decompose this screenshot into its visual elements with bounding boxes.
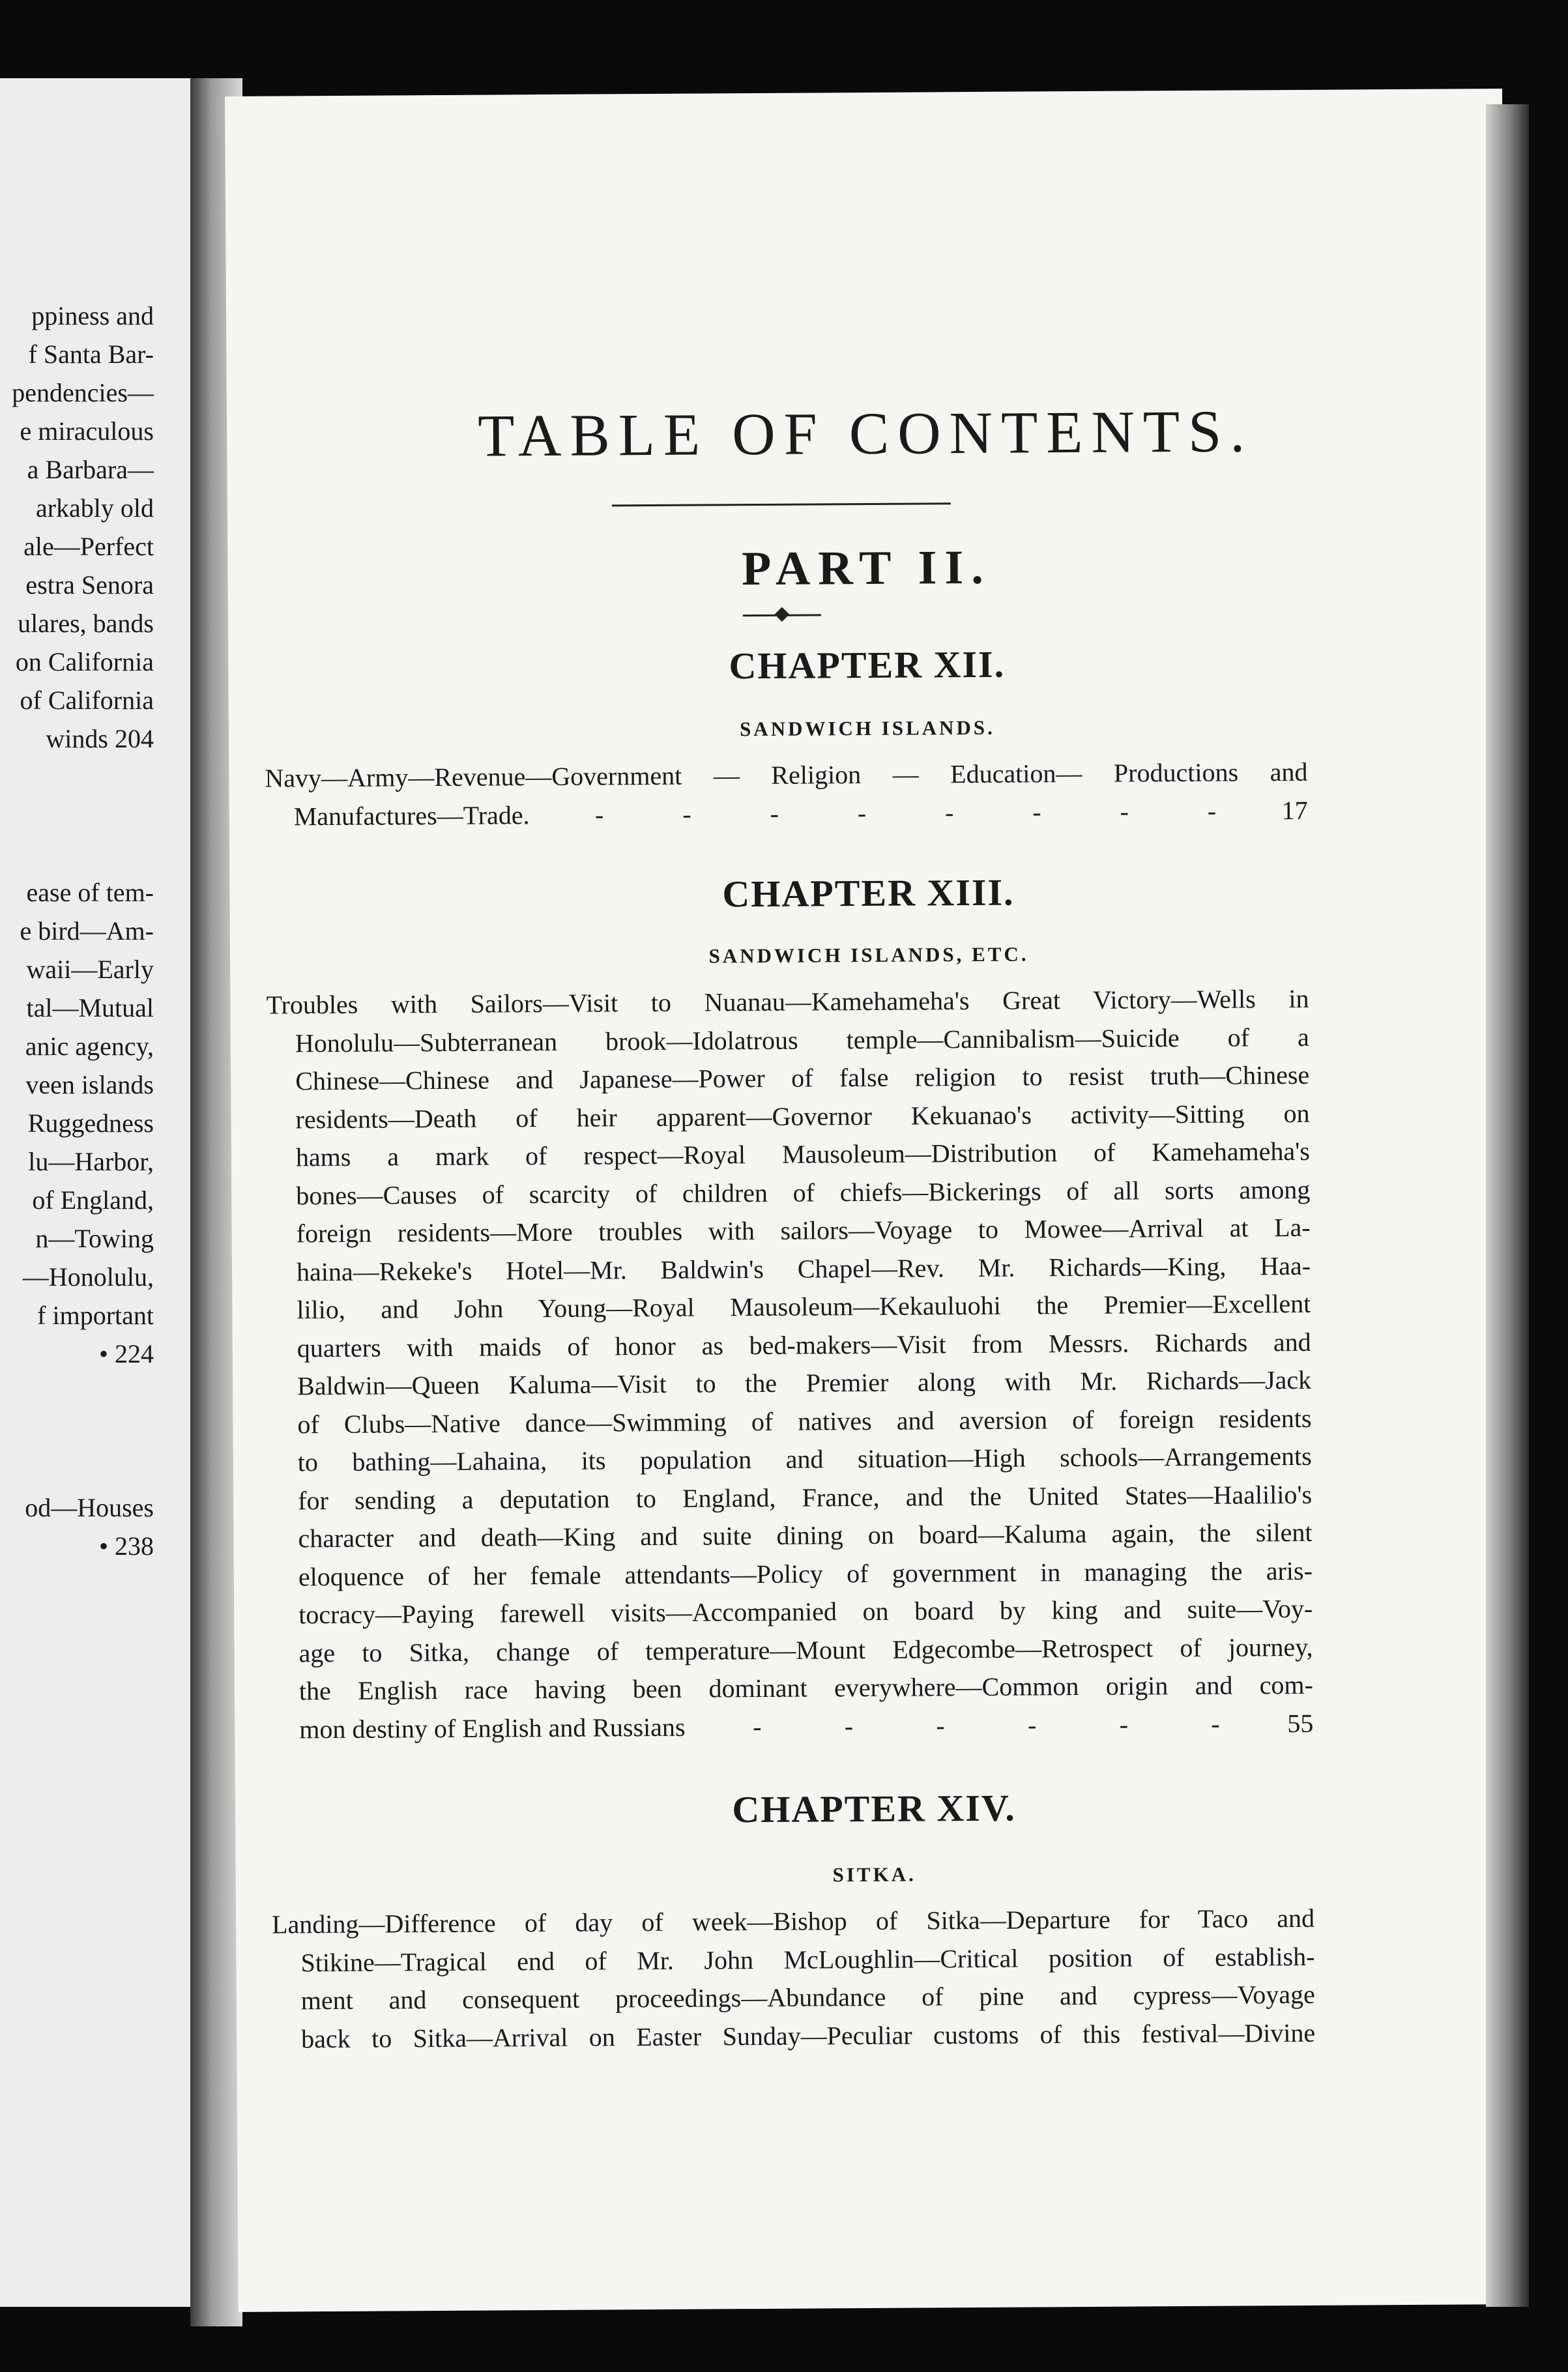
summary-line-text: for sending a deputation to England, France, and the United States—Haalilio's — [298, 1479, 1313, 1515]
title-rule — [612, 502, 951, 506]
summary-line — [269, 1323, 1311, 1367]
summary-line — [270, 1628, 1313, 1672]
leader-dot: - — [682, 799, 691, 829]
page-number: 17 — [1281, 795, 1308, 825]
summary-line — [268, 1285, 1311, 1329]
summary-line-text: to bathing—Lahaina, its population and situation—High schools—Arrangements — [297, 1441, 1312, 1477]
summary-line — [267, 1018, 1309, 1062]
chapter-subject: SITKA. — [832, 1862, 916, 1887]
leader-dot: - — [1207, 796, 1217, 826]
previous-page-line: tal—Mutual — [26, 993, 154, 1022]
previous-page-line: estra Senora — [25, 570, 154, 600]
dot-leader — [685, 1705, 1287, 1746]
previous-page-line: f important — [37, 1301, 154, 1330]
previous-page-line: • 224 — [98, 1339, 154, 1368]
summary-line-text: tocracy—Paying farewell visits—Accompanied on board by king and suite—Voy- — [298, 1593, 1313, 1630]
chapter-summary — [272, 1900, 1315, 2059]
summary-line — [266, 980, 1309, 1024]
previous-page-line: ale—Perfect — [23, 532, 154, 561]
contents-page — [225, 89, 1516, 2312]
summary-line-text: hams a mark of respect—Royal Mausoleum—Distribution of Kamehameha's — [295, 1136, 1311, 1172]
summary-line — [267, 1133, 1310, 1177]
summary-line-text: Landing—Difference of day of week—Bishop of Sitka—Departure for Taco and — [271, 1903, 1315, 1939]
summary-line — [272, 1976, 1315, 2020]
leader-dot: - — [594, 799, 604, 830]
page-edge-shadow — [1486, 104, 1529, 2307]
summary-line — [269, 1399, 1311, 1443]
previous-page-line: f Santa Bar- — [28, 340, 154, 369]
leader-dot: - — [944, 797, 954, 827]
summary-line-text: bones—Causes of scarcity of children of chiefs—Bickerings of all sorts among — [296, 1174, 1311, 1210]
leader-dot: - — [753, 1711, 762, 1741]
summary-line-text: quarters with maids of honor as bed-makers—Visit from Messrs. Richards and — [297, 1327, 1311, 1363]
chapter-heading: CHAPTER XII. — [729, 643, 1006, 687]
summary-line-text: ment and consequent proceedings—Abundance of pine and cypress—Voyage — [300, 1979, 1315, 2016]
summary-line — [267, 1209, 1310, 1253]
previous-page-line: a Barbara— — [27, 455, 154, 484]
leader-dot: - — [857, 798, 867, 828]
previous-page-line: e miraculous — [20, 416, 154, 446]
previous-page-line: of California — [20, 686, 154, 715]
previous-page-line: pendencies— — [12, 378, 154, 407]
summary-line-text: back to Sitka—Arrival on Easter Sunday—Peculiar customs of this festival—Divine — [301, 2018, 1316, 2053]
ornament-rule — [743, 614, 821, 616]
leader-dot: - — [1119, 1709, 1129, 1739]
previous-page-line: of England, — [32, 1185, 154, 1215]
summary-line — [267, 1170, 1310, 1215]
leader-dot: - — [1032, 796, 1041, 826]
previous-page-line: anic agency, — [25, 1032, 154, 1061]
page-title: TABLE OF CONTENTS. — [477, 398, 1254, 469]
summary-line-text: eloquence of her female attendants—Policy of government in managing the aris- — [298, 1555, 1313, 1591]
summary-line — [269, 1514, 1312, 1558]
part-heading: PART II. — [741, 540, 991, 596]
summary-line-text: residents—Death of heir apparent—Governor Kekuanao's activity—Sitting on — [295, 1098, 1310, 1134]
summary-line-text: the English race having been dominant everywhere—Common origin and com- — [298, 1670, 1314, 1706]
chapter-heading: CHAPTER XIV. — [732, 1786, 1016, 1831]
summary-line-text: Baldwin—Queen Kaluma—Visit to the Premier along with Mr. Richards—Jack — [297, 1365, 1312, 1401]
chapter-summary — [265, 753, 1308, 836]
previous-page-line: veen islands — [25, 1070, 154, 1099]
leader-dot: - — [1211, 1709, 1220, 1739]
dot-leader — [529, 792, 1282, 835]
summary-last-line — [265, 791, 1308, 835]
summary-line-text: Honolulu—Subterranean brook—Idolatrous temple—Cannibalism—Suicide of a — [295, 1022, 1309, 1058]
leader-dot: - — [844, 1711, 854, 1741]
chapter-heading: CHAPTER XIII. — [722, 871, 1015, 916]
previous-page-line: ease of tem- — [26, 878, 154, 907]
summary-line-text: Navy—Army—Revenue—Government — Religion — Education— Productions and — [265, 757, 1308, 793]
previous-page-line: —Honolulu, — [22, 1262, 154, 1292]
summary-line — [269, 1475, 1312, 1520]
summary-line — [265, 753, 1307, 798]
summary-line-text: haina—Rekeke's Hotel—Mr. Baldwin's Chapel—Rev. Mr. Richards—King, Haa- — [296, 1251, 1311, 1286]
summary-line — [268, 1247, 1311, 1291]
summary-line — [270, 1552, 1313, 1596]
summary-line-text: lilio, and John Young—Royal Mausoleum—Kekauluohi the Premier—Excellent — [297, 1288, 1311, 1325]
summary-line-text: Chinese—Chinese and Japanese—Power of false religion to resist truth—Chinese — [295, 1060, 1310, 1096]
summary-line — [270, 1590, 1313, 1634]
chapter-subject: SANDWICH ISLANDS, ETC. — [708, 942, 1029, 968]
summary-line-text: Manufactures—Trade. — [293, 800, 530, 831]
leader-dot: - — [1027, 1709, 1037, 1740]
summary-line-text: of Clubs—Native dance—Swimming of natives and aversion of foreign residents — [297, 1403, 1312, 1439]
previous-page-line: • 238 — [98, 1531, 154, 1561]
chapter-summary — [266, 980, 1313, 1749]
summary-line — [270, 1666, 1313, 1711]
summary-line — [267, 1056, 1309, 1101]
summary-line-text: age to Sitka, change of temperature—Mount Edgecombe—Retrospect of journey, — [298, 1632, 1313, 1668]
previous-page-line: waii—Early — [26, 955, 154, 984]
previous-page-line: n—Towing — [35, 1224, 154, 1253]
previous-page-line: lu—Harbor, — [28, 1147, 154, 1176]
leader-dot: - — [770, 798, 779, 828]
summary-line — [269, 1361, 1311, 1406]
previous-page-line: on California — [15, 647, 154, 676]
summary-line-text: Troubles with Sailors—Visit to Nuanau—Kamehameha's Great Victory—Wells in — [266, 983, 1309, 1020]
previous-page-line: ppiness and — [31, 301, 154, 330]
summary-last-line — [270, 1704, 1313, 1748]
leader-dot: - — [936, 1710, 945, 1740]
summary-line-text: mon destiny of English and Russians — [299, 1712, 686, 1744]
chapter-subject: SANDWICH ISLANDS. — [739, 716, 995, 741]
summary-line-text: Stikine—Tragical end of Mr. John McLoughlin—Critical position of establish- — [300, 1941, 1315, 1977]
previous-page-line: winds 204 — [46, 724, 154, 753]
summary-line — [272, 1937, 1314, 1982]
summary-line — [272, 1900, 1314, 1944]
summary-line — [269, 1438, 1312, 1482]
summary-line — [272, 2014, 1315, 2058]
previous-page-line: arkably old — [35, 493, 154, 523]
previous-page-line: Ruggedness — [27, 1108, 154, 1138]
summary-line — [267, 1094, 1309, 1138]
page-number: 55 — [1287, 1708, 1314, 1738]
previous-page-line: od—Houses — [25, 1493, 154, 1522]
summary-line-text: character and death—King and suite dining on board—Kaluma again, the silent — [298, 1517, 1313, 1554]
summary-line-text: foreign residents—More troubles with sailors—Voyage to Mowee—Arrival at La- — [296, 1212, 1311, 1249]
leader-dot: - — [1120, 796, 1129, 826]
previous-page-line: ulares, bands — [18, 609, 154, 638]
previous-page-line: e bird—Am- — [20, 916, 154, 946]
previous-page-fragment — [0, 78, 190, 2307]
